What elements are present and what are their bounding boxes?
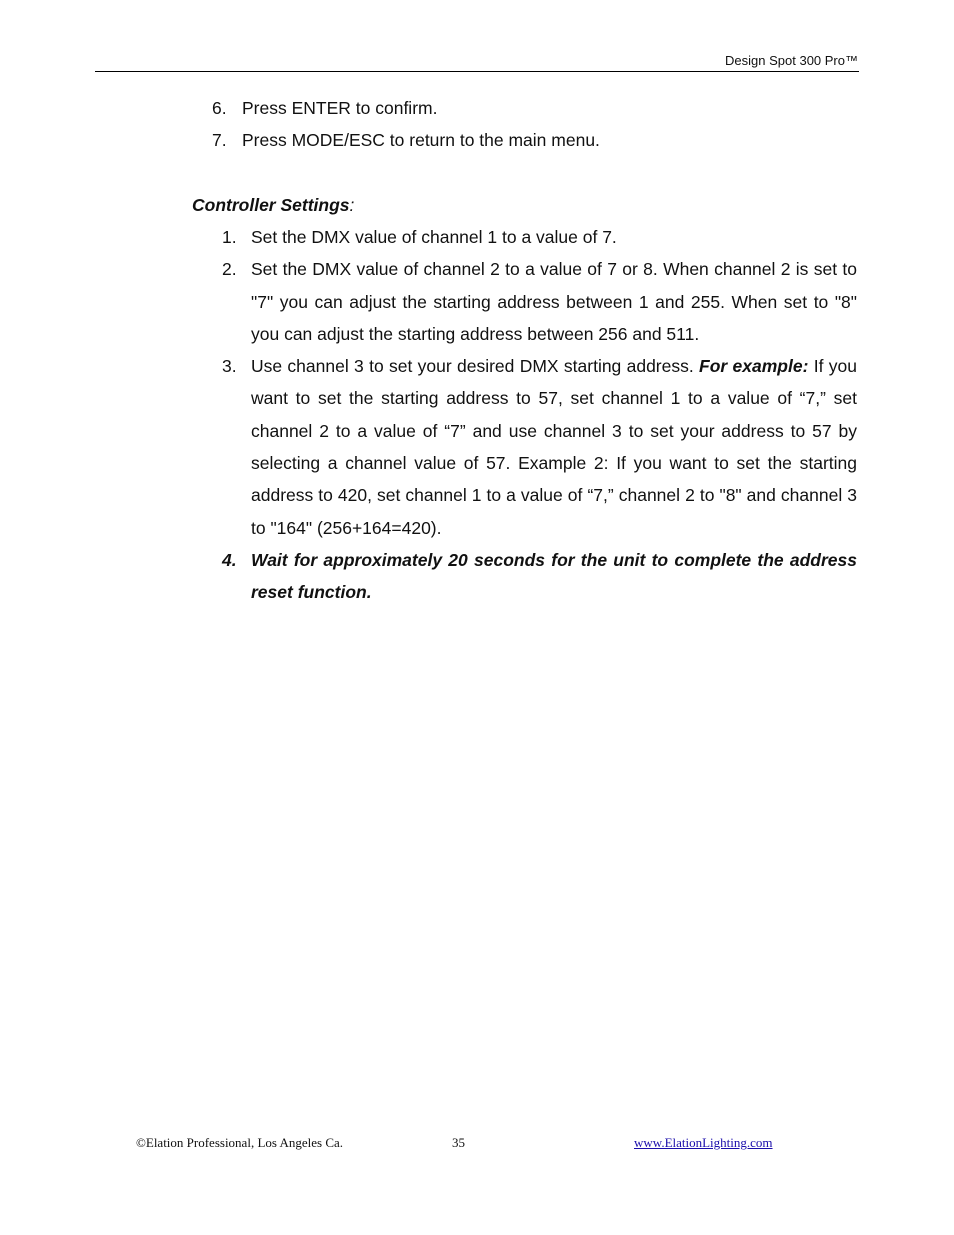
step-text-before: Use channel 3 to set your desired DMX starting address.	[251, 356, 700, 377]
step-text: Set the DMX value of channel 2 to a value of 7 or 8. When channel 2 is set to "7" you can adjust the starting address between 1 and 255. When set to "8" you can adjust the starting address between 256 and 511.	[251, 259, 857, 344]
step-number: 1.	[222, 227, 237, 247]
footer-copyright: ©Elation Professional, Los Angeles Ca.	[136, 1135, 344, 1150]
step-text: Press MODE/ESC to return to the main menu.	[242, 130, 600, 151]
step-text	[251, 350, 857, 544]
step-text-after: If you want to set the starting address to 57, set channel 1 to a value of “7,” set channel 2 to a value of “7” and use channel 3 to set your address to 57 by selecting a channel value of 57. Example 2: If you want to set the starting address to 420, set channel 1 to a value of “7,” channel 2 to "8" and channel 3 to "164" (256+164=420).	[251, 356, 857, 538]
step-number: 3.	[222, 356, 237, 377]
page-number: 35	[452, 1135, 465, 1150]
step-text: Press ENTER to confirm.	[242, 98, 438, 118]
section-heading-colon: :	[349, 195, 355, 215]
list-item	[212, 92, 852, 124]
section-heading	[192, 189, 354, 221]
website-link[interactable]: www.ElationLighting.com	[634, 1135, 773, 1150]
step-text: Wait for approximately 20 seconds for the unit to complete the address reset function.	[251, 549, 857, 603]
section-heading-text: Controller Settings	[192, 195, 350, 215]
document-title: Design Spot 300 Pro™	[725, 53, 858, 68]
header-divider	[95, 71, 859, 72]
list-item	[212, 124, 852, 156]
list-item	[222, 253, 857, 350]
step-text: Set the DMX value of channel 1 to a value of 7.	[251, 227, 617, 247]
controller-steps-list	[222, 221, 857, 609]
list-item	[222, 544, 857, 609]
step-number: 6.	[212, 98, 227, 118]
step-number: 7.	[212, 130, 227, 151]
step-emphasis: For example:	[699, 356, 809, 377]
step-number: 2.	[222, 259, 237, 280]
intro-steps-list	[212, 92, 852, 157]
list-item	[222, 221, 857, 253]
step-number: 4.	[222, 549, 237, 570]
list-item	[222, 350, 857, 544]
